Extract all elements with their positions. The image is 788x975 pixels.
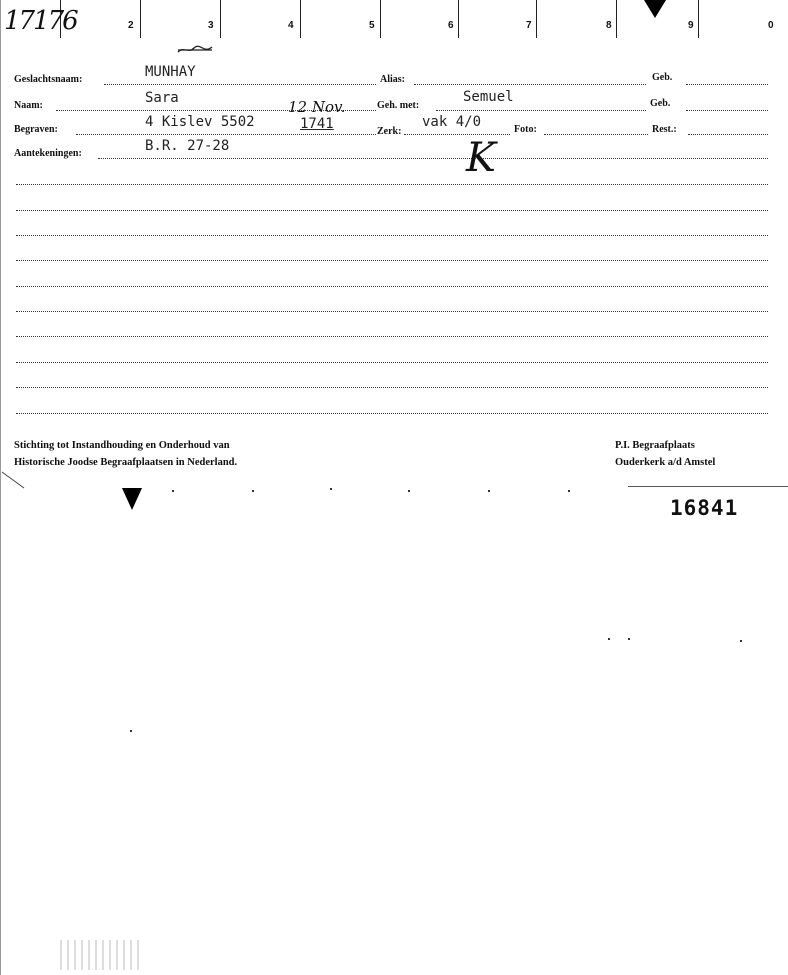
strip-divider bbox=[220, 0, 221, 38]
photo-label: Foto: bbox=[514, 124, 537, 135]
column-number: 3 bbox=[208, 20, 214, 31]
dotted-line bbox=[16, 336, 768, 337]
dotted-line bbox=[16, 210, 768, 211]
crossed-out-correction bbox=[176, 44, 214, 59]
cemetery-line-2: Ouderkerk a/d Amstel bbox=[615, 457, 716, 468]
strip-divider bbox=[536, 0, 537, 38]
geb-label: Geb. bbox=[652, 72, 673, 83]
column-number: 2 bbox=[128, 20, 134, 31]
alias-label: Alias: bbox=[380, 74, 405, 85]
card-serial-number: 16841 bbox=[670, 496, 739, 520]
dotted-line bbox=[16, 286, 768, 287]
buried-value: 4 Kislev 5502 bbox=[145, 114, 255, 130]
dotted-line bbox=[16, 260, 768, 261]
strip-divider bbox=[458, 0, 459, 38]
dotted-line bbox=[16, 311, 768, 312]
geb-label: Geb. bbox=[650, 98, 671, 109]
strip-divider bbox=[300, 0, 301, 38]
name-label: Naam: bbox=[14, 100, 43, 111]
scan-noise bbox=[60, 940, 140, 970]
dotted-line bbox=[104, 84, 376, 85]
column-number: 9 bbox=[688, 20, 694, 31]
handwritten-date: 12 Nov. bbox=[288, 98, 346, 116]
dotted-line bbox=[98, 158, 768, 159]
dotted-line bbox=[16, 184, 768, 185]
dotted-line bbox=[16, 235, 768, 236]
stone-value: vak 4/0 bbox=[422, 114, 482, 130]
dotted-line bbox=[16, 387, 768, 388]
married-label: Geh. met: bbox=[377, 100, 420, 111]
notes-label: Aantekeningen: bbox=[14, 148, 82, 159]
column-number: 8 bbox=[606, 20, 612, 31]
foundation-line-2: Historische Joodse Begraafplaatsen in Nederland. bbox=[14, 457, 238, 468]
column-number: 4 bbox=[288, 20, 294, 31]
scan-speck bbox=[330, 488, 332, 490]
foundation-name bbox=[14, 437, 237, 471]
scan-speck bbox=[172, 490, 174, 492]
scan-speck bbox=[408, 490, 410, 492]
index-notch-marker bbox=[644, 0, 666, 18]
buried-label: Begraven: bbox=[14, 124, 58, 135]
punch-notch-marker bbox=[122, 488, 142, 510]
strip-divider bbox=[380, 0, 381, 38]
stone-label: Zerk: bbox=[377, 126, 402, 137]
dotted-line bbox=[686, 110, 768, 111]
corner-mark-icon bbox=[0, 468, 30, 492]
dotted-line bbox=[688, 134, 768, 135]
scan-speck bbox=[568, 490, 570, 492]
strip-divider bbox=[140, 0, 141, 38]
dotted-line bbox=[16, 413, 768, 414]
index-strip bbox=[0, 0, 788, 38]
scan-speck bbox=[740, 640, 742, 642]
buried-year: 1741 bbox=[300, 116, 334, 132]
strip-divider bbox=[698, 0, 699, 38]
dotted-line bbox=[544, 134, 648, 135]
scan-speck bbox=[252, 490, 254, 492]
notes-value: B.R. 27-28 bbox=[145, 138, 230, 154]
handwritten-mark: K bbox=[466, 135, 496, 181]
handwritten-card-number: 17176 bbox=[4, 6, 77, 36]
strip-divider bbox=[616, 0, 617, 38]
foundation-line-1: Stichting tot Instandhouding en Onderhoud van bbox=[14, 440, 230, 451]
scan-speck bbox=[608, 638, 610, 640]
surname-label: Geslachtsnaam: bbox=[14, 74, 83, 85]
column-number: 6 bbox=[448, 20, 454, 31]
married-value: Semuel bbox=[463, 89, 514, 105]
cemetery-line-1: P.I. Begraafplaats bbox=[615, 440, 695, 451]
column-number: 5 bbox=[369, 20, 375, 31]
rest-label: Rest.: bbox=[652, 124, 677, 135]
dotted-line bbox=[686, 84, 768, 85]
column-number: 7 bbox=[526, 20, 532, 31]
cemetery-name bbox=[615, 437, 715, 471]
name-value: Sara bbox=[145, 90, 179, 106]
surname-value: MUNHAY bbox=[145, 64, 196, 80]
scribble-icon bbox=[176, 44, 214, 56]
dotted-line bbox=[436, 110, 646, 111]
dotted-line bbox=[414, 84, 646, 85]
dotted-line bbox=[16, 362, 768, 363]
scan-speck bbox=[130, 730, 132, 732]
scan-speck bbox=[628, 638, 630, 640]
dotted-line bbox=[76, 134, 376, 135]
column-number: 0 bbox=[768, 20, 774, 31]
card-bottom-edge bbox=[628, 486, 788, 487]
scan-speck bbox=[488, 490, 490, 492]
